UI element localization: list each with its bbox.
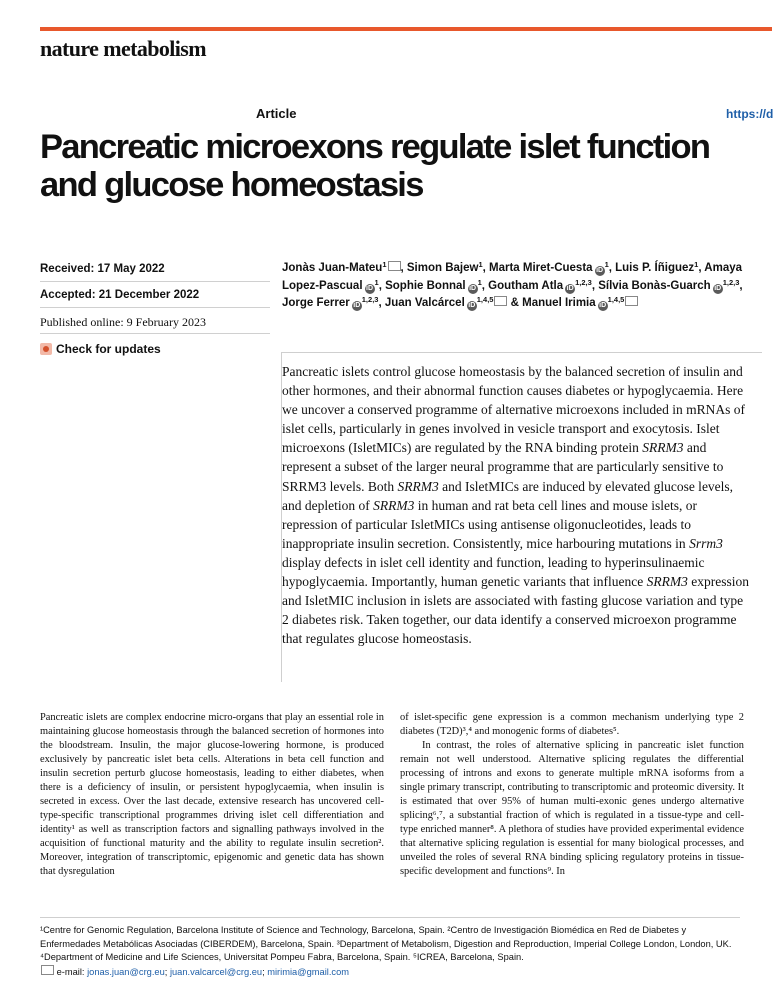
author[interactable] — [282, 262, 401, 274]
author[interactable] — [385, 277, 482, 292]
check-for-updates-label: Check for updates — [56, 342, 161, 356]
check-updates-icon — [40, 343, 52, 355]
author-name: Juan Valcárcel — [384, 297, 465, 309]
journal-accent-bar — [40, 27, 772, 31]
author-affiliation: 1,2,3 — [575, 277, 592, 287]
divider — [40, 281, 270, 282]
author-affiliation: 1,2,3 — [722, 277, 740, 287]
article-title: Pancreatic microexons regulate islet function and glucose homeostasis — [40, 128, 710, 204]
author-name: Jorge Ferrer — [282, 297, 350, 309]
doi-link[interactable]: https://d — [726, 107, 773, 121]
orcid-icon[interactable]: iD — [366, 284, 374, 292]
author[interactable] — [385, 297, 508, 309]
orcid-icon[interactable]: iD — [714, 284, 722, 292]
accepted-date: Accepted: 21 December 2022 — [40, 289, 200, 301]
author-affiliation: 1,4,5 — [476, 295, 494, 304]
mail-icon[interactable] — [625, 296, 638, 306]
mail-icon[interactable] — [494, 296, 507, 306]
orcid-icon[interactable]: iD — [468, 302, 476, 309]
author-list: Jonàs Juan-Mateu$^1$ , Simon Bajew$^1$, Marta Miret-Cuesta $iD^1$, Luis P. Íñiguez$^1$, Amaya Lopez-Pascual $iD^1$, Sophie Bonnal $iD^1$, Goutham Atla iD$^{1,2,3}$, Sílvia Bonàs-Guarch iD$^{1,2,3}$, Jorge Ferrer iD$^{1,2,3}$, Juan Valcárcel iD$^{1,4,5}$ & Manuel Irimia iD$^{1,4,5}$ — [282, 260, 743, 309]
author-name: Simon Bajew — [406, 262, 479, 274]
author[interactable] — [407, 262, 483, 274]
orcid-icon[interactable]: iD — [599, 302, 607, 309]
published-date: Published online: 9 February 2023 — [40, 315, 206, 329]
orcid-icon[interactable]: iD — [596, 267, 604, 274]
author-name: Luis P. Íñiguez — [615, 262, 695, 274]
mail-icon[interactable] — [388, 261, 401, 271]
journal-name[interactable]: nature metabolism — [40, 36, 206, 61]
article-type: Article — [256, 106, 297, 121]
author[interactable] — [488, 277, 592, 292]
divider — [40, 333, 270, 334]
author-affiliation: 1 — [604, 260, 609, 269]
divider — [40, 307, 270, 308]
body-paragraph: In contrast, the roles of alternative splicing in pancreatic islet function remain not well understood. Alternative splicing regulates the differential processing of introns and exons to generate multiple mRNA isoforms from a single primary transcript, contributing to transcriptomic and proteomic diversity. It is estimated that over 95% of human multi-exonic genes undergo alternative splicing⁶,⁷, a substantial fraction of which is regulated in a tissue-type and cell-type enriched manner⁸. A plethora of studies have provided experimental evidence that alternative splicing regulation is essential for many biological processes, and unveiled the roles of several RNA binding splicing regulatory proteins in tissue-specific development and functions⁹. In — [400, 740, 744, 877]
email-link[interactable]: mirimia@gmail.com — [267, 966, 349, 977]
author[interactable] — [522, 297, 638, 309]
body-column-2 — [400, 711, 744, 879]
mail-icon — [41, 965, 54, 975]
email-link[interactable]: juan.valcarcel@crg.eu — [169, 966, 263, 977]
abstract-text: Pancreatic islets control glucose homeostasis by the balanced secretion of insulin and other hormones, and their abnormal function causes diabetes or hypoglycaemia. Here we uncover a conserved programme of alternative microexons included in mRNAs of islet cells, particularly in genes involved in vesicle transport and exocytosis. Islet microexons (IsletMICs) are regulated by the RNA binding protein SRRM3 and represent a subset of the larger neural programme that are particularly sensitive to SRRM3 levels. Both SRRM3 and IsletMICs are induced by elevated glucose levels, and depletion of SRRM3 in human and rat beta cell lines and mouse islets, or repression of particular IsletMICs using antisense oligonucleotides, leads to inappropriate insulin secretion. Consistently, mice harbouring mutations in Srrm3 display defects in islet cell identity and function, leading to hyperinsulinaemic hypoglycaemia. Importantly, human genetic variants that influence SRRM3 expression and IsletMIC inclusion in islets are associated with fasting glucose variation and type 2 diabetes risk. Taken together, our data identify a conserved microexon programme that regulates glucose homeostasis. — [282, 364, 750, 647]
author[interactable] — [598, 277, 740, 292]
email-label: e-mail: — [56, 966, 85, 977]
author-name: Marta Miret-Cuesta — [489, 262, 593, 274]
author-affiliation: 1 — [382, 260, 387, 269]
check-for-updates-button[interactable] — [40, 342, 161, 356]
body-column-1 — [40, 711, 384, 879]
orcid-icon[interactable]: iD — [566, 284, 574, 292]
email-line: e-mail: jonas.juan@crg.eu; juan.valcarcel@crg.eu; mirimia@gmail.com — [40, 965, 740, 980]
author-name: Sílvia Bonàs-Guarch — [598, 279, 711, 292]
orcid-icon[interactable]: iD — [469, 284, 477, 292]
author[interactable] — [489, 262, 609, 274]
author-affiliation: 1 — [374, 277, 379, 287]
author-affiliation: 1 — [478, 260, 483, 269]
affiliations-text: ¹Centre for Genomic Regulation, Barcelona Institute of Science and Technology, Barcelona, Spain. ²Centro de Investigación Biomédica en Red de Diabetes y Enfermedades Metabólicas Asociadas (CIBERDEM), Barcelona, Spain. ³Department of Metabolism, Digestion and Reproduction, Imperial College London, London, UK. ⁴Department of Medicine and Life Sciences, Universitat Pompeu Fabra, Barcelona, Spain. ⁵ICREA, Barcelona, Spain. — [40, 925, 732, 963]
author-affiliation: 1 — [694, 260, 699, 269]
body-paragraph: of islet-specific gene expression is a common mechanism underlying type 2 diabetes (T2D)³,⁴ and monogenic forms of diabetes⁵. — [400, 712, 744, 737]
author-name: Amaya Lopez-Pascual — [282, 262, 743, 292]
author-name: Jonàs Juan-Mateu — [282, 262, 383, 274]
author-name: Sophie Bonnal — [385, 279, 466, 292]
received-date: Received: 17 May 2022 — [40, 263, 165, 275]
orcid-icon[interactable]: iD — [353, 302, 361, 309]
author-name: Manuel Irimia — [522, 297, 596, 309]
author-affiliation: 1,2,3 — [361, 295, 379, 304]
body-paragraph: Pancreatic islets are complex endocrine micro-organs that play an essential role in maintaining glucose homeostasis through the balanced secretion of hormones into the bloodstream. Insulin, the major glucose-lowering hormone, is produced exclusively by pancreatic islet beta cells. Alterations in beta cell function and insulin secretion perturb glucose homeostasis, leading to either diabetes, when there is a deficiency of insulin, or persistent hypoglycaemia, when insulin is secreted in excess. Over the last decade, extensive research has uncovered cell-type-specific transcriptional programmes driving islet cell differentiation and identity¹ as well as transcription factors and signalling pathways involved in the acquisition of functional maturity and the ability to regulate insulin secretion². Moreover, integration of transcriptomic, epigenomic and genetic data has shown that dysregulation — [40, 712, 384, 877]
affiliations-footnote — [40, 924, 740, 979]
author-name: Goutham Atla — [488, 279, 564, 292]
author-affiliation: 1 — [477, 277, 482, 287]
abstract-top-rule — [282, 352, 762, 353]
author-affiliation: 1,4,5 — [607, 295, 625, 304]
author[interactable] — [615, 262, 698, 274]
abstract — [282, 362, 752, 648]
footnote-divider — [40, 917, 740, 918]
author[interactable] — [282, 297, 378, 309]
email-link[interactable]: jonas.juan@crg.eu — [87, 966, 165, 977]
